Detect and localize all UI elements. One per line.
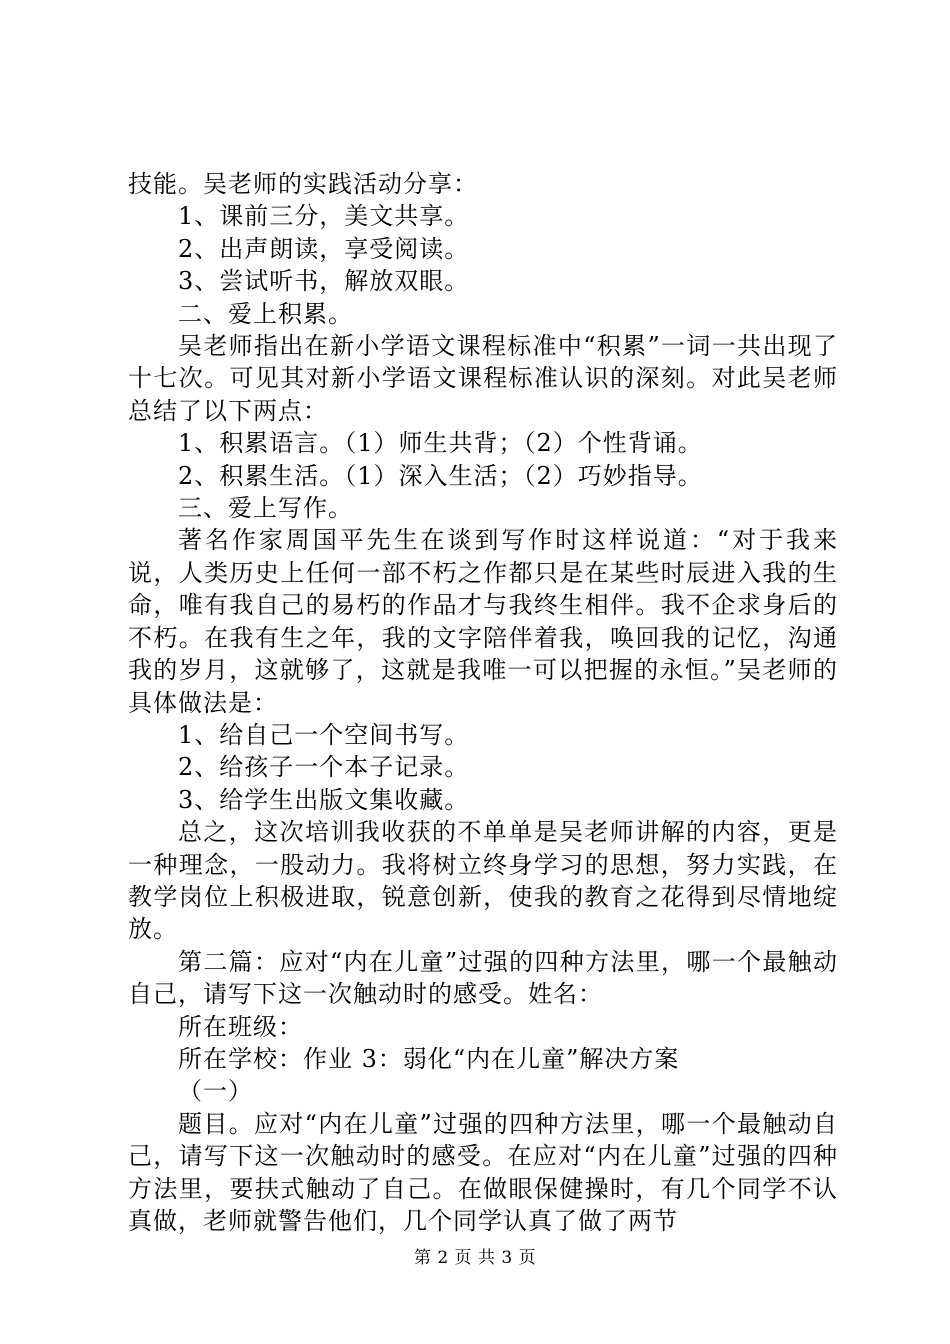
paragraph: 吴老师指出在新小学语文课程标准中“积累”一词一共出现了十七次。可见其对新小学语文课程标准认识的深刻。对此吴老师总结了以下两点： <box>128 332 838 425</box>
paragraph: 题目。应对“内在儿童”过强的四种方法里，哪一个最触动自己，请写下这一次触动时的感受。在应对“内在儿童”过强的四种方法里，要扶式触动了自己。在做眼保健操时，有几个同学不认真做，老师就警告他们，几个同学认真了做了两节 <box>128 1109 838 1235</box>
paragraph: 2、出声朗读，享受阅读。 <box>178 234 470 263</box>
paragraph: 技能。吴老师的实践活动分享： <box>128 170 478 198</box>
paragraph: 二、爱上积累。 <box>178 299 353 328</box>
page-footer: 第 2 页 共 3 页 <box>413 1248 537 1268</box>
paragraph: 2、积累生活。（1）深入生活；（2）巧妙指导。 <box>178 461 703 490</box>
paragraph: 所在学校：作业 3：弱化“内在儿童”解决方案 <box>178 1044 680 1073</box>
paragraph: 三、爱上写作。 <box>178 494 353 523</box>
paragraph: 第二篇：应对“内在儿童”过强的四种方法里，哪一个最触动自己，请写下这一次触动时的感受。姓名： <box>128 947 838 1009</box>
paragraph: 著名作家周国平先生在谈到写作时这样说道：“对于我来说，人类历史上任何一部不朽之作都只是在某些时辰进入我的生命，唯有我自己的易朽的作品才与我终生相伴。我不企求身后的不朽。在我有生之年，我的文字陪伴着我，唤回我的记忆，沟通我的岁月，这就够了，这就是我唯一可以把握的永恒。”吴老师的具体做法是： <box>128 526 838 717</box>
paragraph: 1、给自己一个空间书写。 <box>178 720 470 749</box>
paragraph: 2、给孩子一个本子记录。 <box>178 753 470 782</box>
paragraph: 3、给学生出版文集收藏。 <box>178 785 470 814</box>
paragraph: 1、积累语言。（1）师生共背；（2）个性背诵。 <box>178 429 703 458</box>
paragraph: 总之，这次培训我收获的不单单是吴老师讲解的内容，更是一种理念，一股动力。我将树立终身学习的思想，努力实践，在教学岗位上积极进取，锐意创新，使我的教育之花得到尽情地绽放。 <box>128 818 838 944</box>
paragraph: 所在班级： <box>178 1012 303 1041</box>
paragraph: 3、尝试听书，解放双眼。 <box>178 267 470 296</box>
paragraph: 1、课前三分，美文共享。 <box>178 202 470 231</box>
paragraph: （一） <box>178 1077 253 1106</box>
document-body <box>128 168 838 1237</box>
